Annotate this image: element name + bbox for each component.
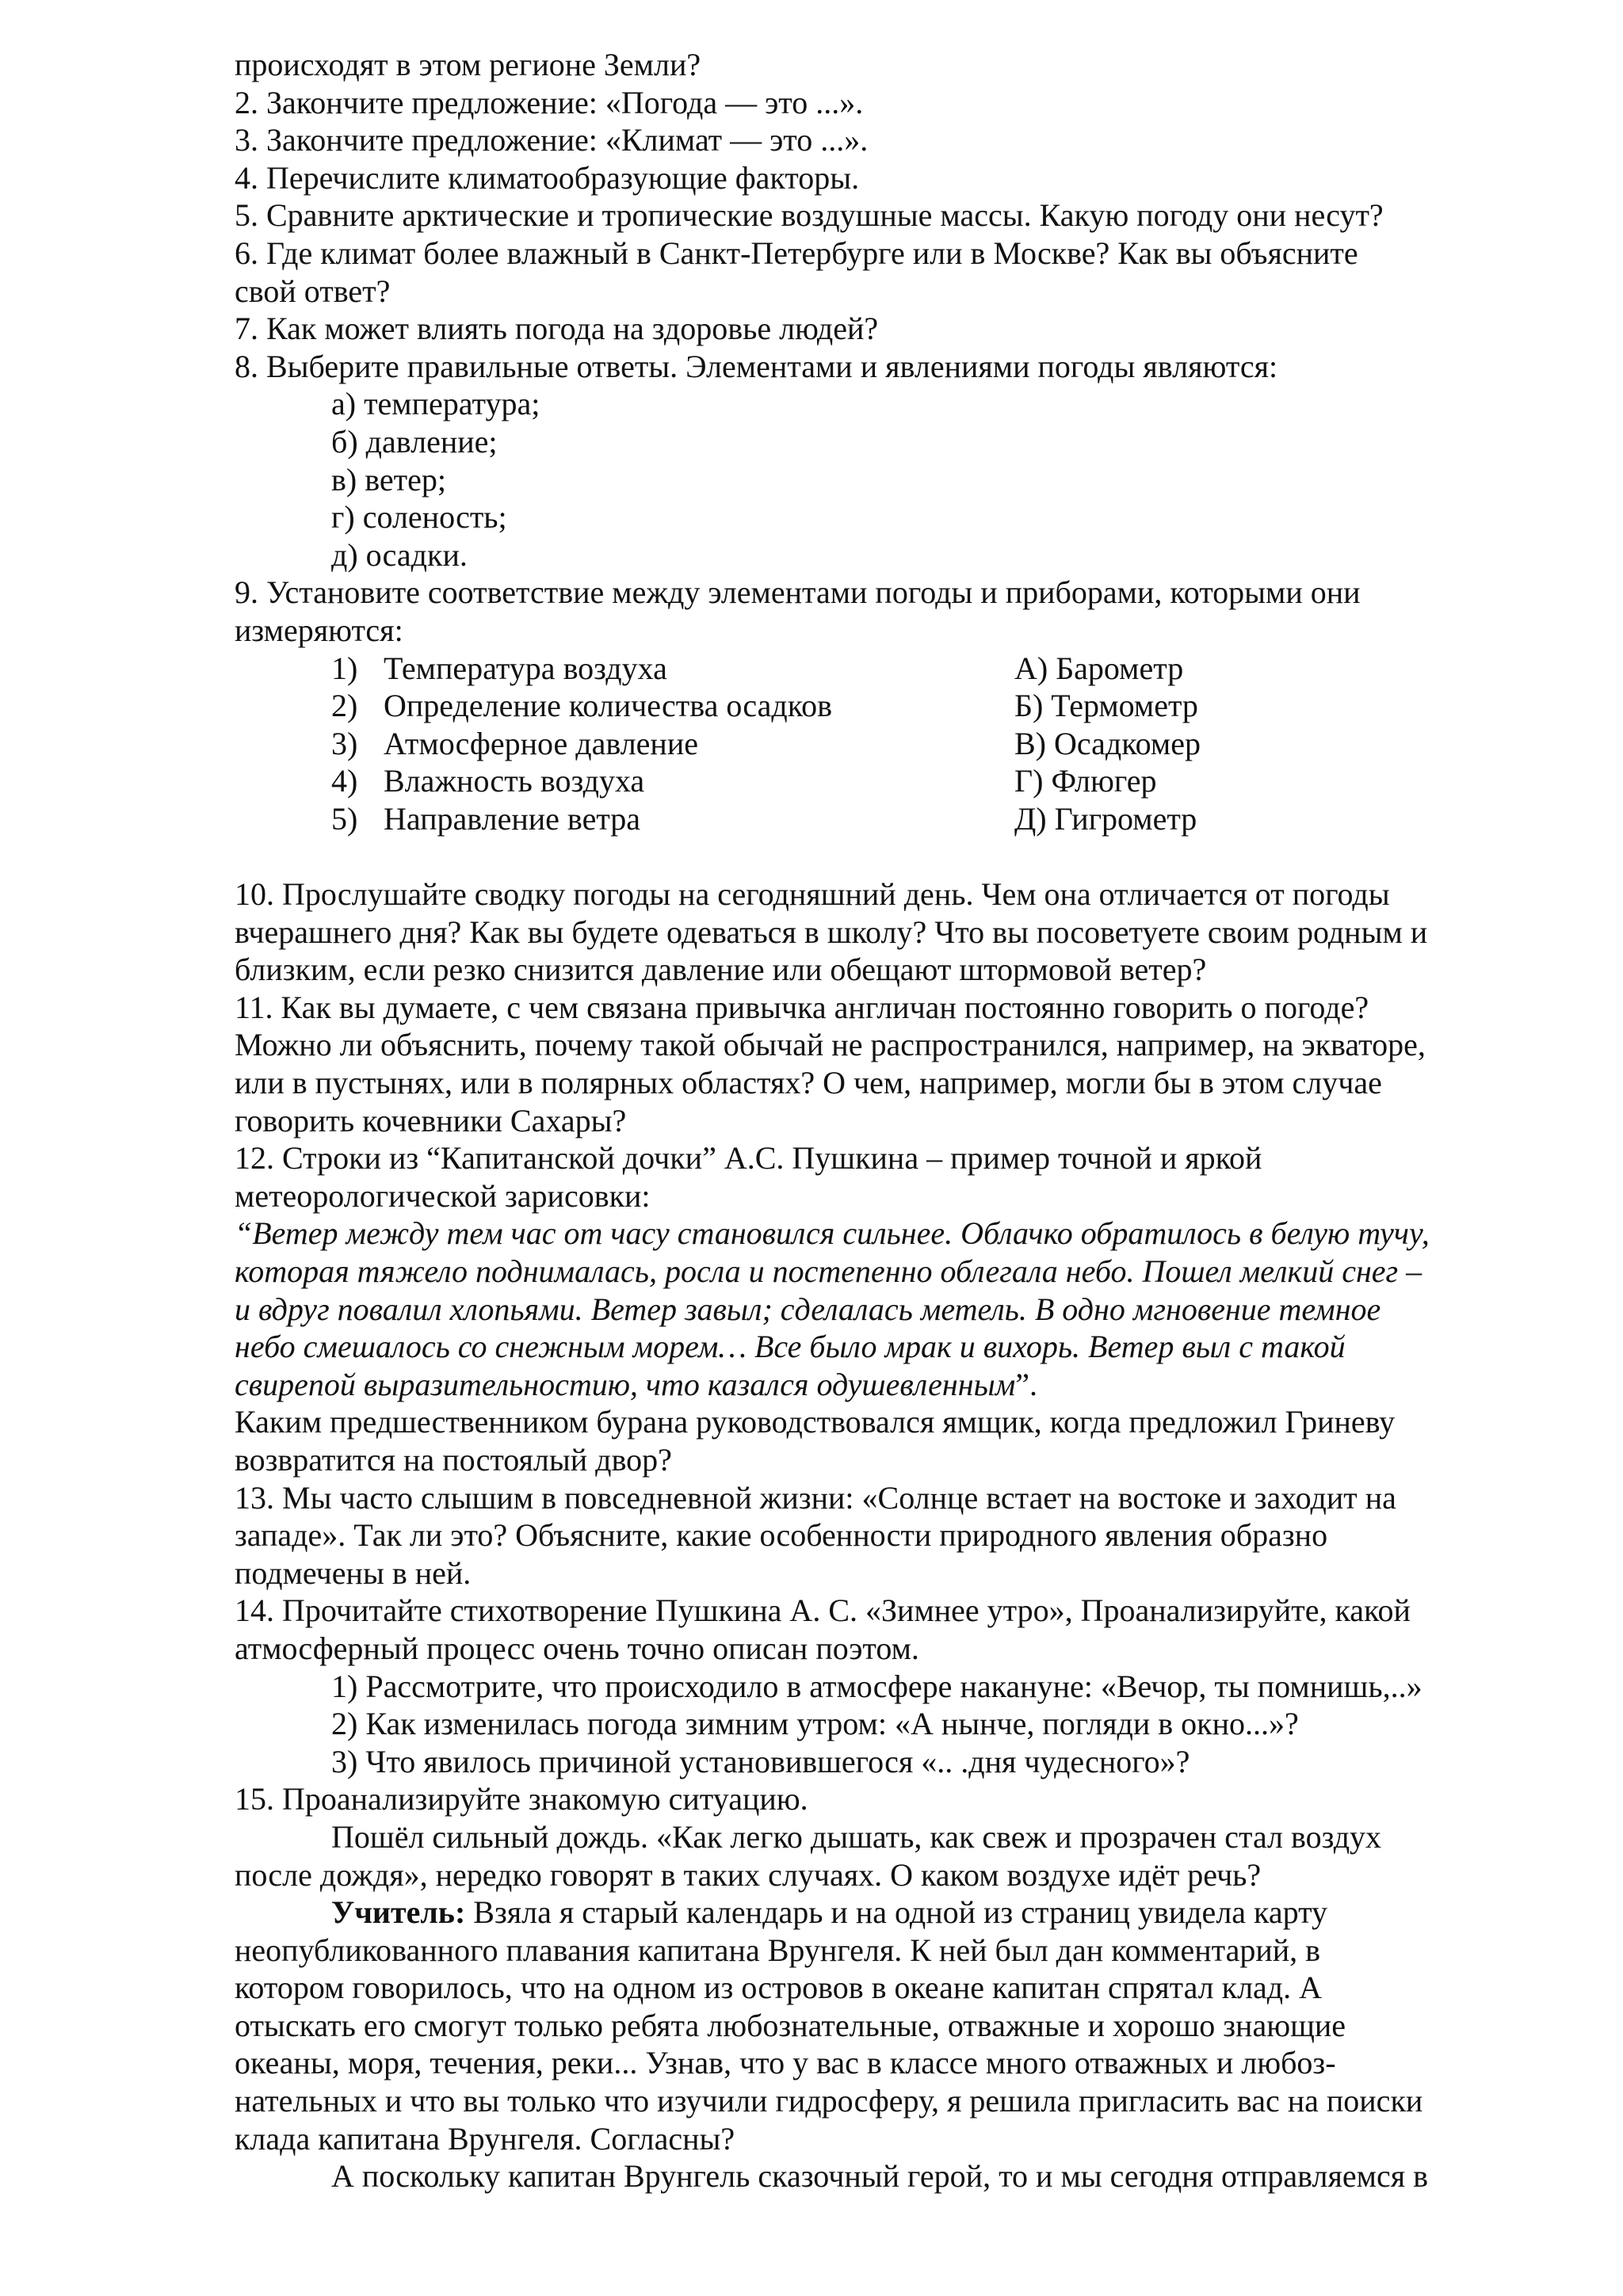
teacher-line: клада капитана Врунгеля. Согласны? xyxy=(235,2120,735,2157)
q8-option: б) давление; xyxy=(331,423,498,460)
q9-pair-number: 1) xyxy=(331,650,358,686)
text-line: 14. Прочитайте стихотворение Пушкина А. С. «Зимнее утро», Проанализируйте, какой xyxy=(235,1592,1411,1629)
teacher-first-line xyxy=(235,1894,1487,1932)
questions-12-14 xyxy=(235,1403,1487,1667)
quote-line: и вдруг повалил хлопьями. Ветер завыл; сделалась метель. В одно мгновение темное xyxy=(235,1291,1381,1327)
text-line: Каким предшественником бурана руководствовался ямщик, когда предложил Гриневу xyxy=(235,1404,1396,1440)
q9-weather-element: Определение количества осадков xyxy=(384,688,832,724)
text-line: 6. Где климат более влажный в Санкт-Петербурге или в Москве? Как вы объясните xyxy=(235,235,1358,271)
text-line: западе». Так ли это? Объясните, какие особенности природного явления образно xyxy=(235,1517,1328,1554)
teacher-first-text: Взяла я старый календарь и на одной из страниц увидела карту xyxy=(465,1894,1328,1931)
q9-pair-number: 4) xyxy=(331,763,358,799)
blank-line xyxy=(235,837,1487,875)
q8-option: в) ветер; xyxy=(331,461,446,498)
q9-weather-element: Температура воздуха xyxy=(384,650,667,686)
text-line: 11. Как вы думаете, с чем связана привычка англичан постоянно говорить о погоде? xyxy=(235,989,1369,1025)
q9-pair-row xyxy=(235,762,1487,800)
q14-subquestion: 3) Что явилось причиной установившегося «.. .дня чудесного»? xyxy=(331,1743,1190,1779)
question-9 xyxy=(235,574,1487,837)
q9-pair-row xyxy=(235,725,1487,763)
text-line: 10. Прослушайте сводку погоды на сегодняшний день. Чем она отличается от погоды xyxy=(235,876,1390,913)
q9-matching-table xyxy=(235,650,1487,838)
quote-line xyxy=(235,1366,1487,1404)
question-15: 15. Проанализируйте знакомую ситуацию. xyxy=(235,1781,808,1817)
q9-weather-element: Влажность воздуха xyxy=(384,763,645,799)
pushkin-quote xyxy=(235,1215,1487,1403)
q15-line: Пошёл сильный дождь. «Как легко дышать, как свеж и прозрачен стал воздух xyxy=(331,1818,1382,1855)
quote-line: “Ветер между тем час от часу становился сильнее. Облачко обратилось в белую тучу, xyxy=(235,1215,1430,1252)
quote-end: ”. xyxy=(1015,1366,1037,1402)
q9-pair-row xyxy=(235,650,1487,688)
q9-line-2: измеряются: xyxy=(235,612,403,648)
questions-10-12 xyxy=(235,875,1487,1215)
q9-pair-row xyxy=(235,687,1487,725)
q8-option: г) соленость; xyxy=(331,499,507,536)
text-line: 5. Сравните арктические и тропические воздушные массы. Какую погоду они несут? xyxy=(235,197,1384,234)
text-line: свой ответ? xyxy=(235,273,391,309)
q15-text xyxy=(235,1818,1487,1894)
q9-weather-element: Атмосферное давление xyxy=(384,725,698,761)
teacher-speech xyxy=(235,1894,1487,2195)
q9-weather-element: Направление ветра xyxy=(384,800,641,837)
q9-pair-row xyxy=(235,800,1487,838)
text-line: близким, если резко снизится давление или обещают штормовой ветер? xyxy=(235,952,1207,988)
quote-line: которая тяжело поднималась, росла и постепенно облегала небо. Пошел мелкий снег – xyxy=(235,1253,1423,1289)
q9-instrument: Д) Гигрометр xyxy=(1014,800,1197,837)
q9-pair-number: 3) xyxy=(331,725,358,761)
quote-line: небо смешалось со снежным морем… Все было мрак и вихорь. Ветер выл с такой xyxy=(235,1329,1346,1365)
teacher-line: океаны, моря, течения, реки... Узнав, что у вас в классе много отважных и любоз- xyxy=(235,2045,1336,2081)
q15-line: после дождя», нередко говорят в таких случаях. О каком воздухе идёт речь? xyxy=(235,1856,1262,1893)
text-line: метеорологической зарисовки: xyxy=(235,1177,651,1214)
teacher-last-line: А поскольку капитан Врунгель сказочный герой, то и мы сегодня отправляемся в xyxy=(331,2158,1428,2195)
text-line: 4. Перечислите климатообразующие факторы. xyxy=(235,159,860,196)
q14-subquestion: 1) Рассмотрите, что происходило в атмосфере накануне: «Вечор, ты помнишь,..» xyxy=(331,1668,1423,1704)
questions-1-8 xyxy=(235,46,1487,385)
text-line: возвратится на постоялый двор? xyxy=(235,1441,672,1478)
teacher-line: неопубликованного плавания капитана Врунгеля. К ней был дан комментарий, в xyxy=(235,1932,1321,1968)
q9-instrument: Б) Термометр xyxy=(1014,688,1198,724)
teacher-line: отыскать его смогут только ребята любознательные, отважные и хорошо знающие xyxy=(235,2007,1346,2043)
text-line: подмечены в ней. xyxy=(235,1554,472,1591)
quote-last-italic: свирепой выразительностию, что казался одушевленным xyxy=(235,1366,1016,1402)
q9-pair-number: 5) xyxy=(331,800,358,837)
teacher-line: нательных и что вы только что изучили гидросферу, я решила пригласить вас на поиски xyxy=(235,2083,1423,2119)
q9-instrument: Г) Флюгер xyxy=(1014,763,1157,799)
q9-pair-number: 2) xyxy=(331,688,358,724)
q14-subquestion: 2) Как изменилась погода зимним утром: «А нынче, погляди в окно...»? xyxy=(331,1706,1299,1742)
text-line: 3. Закончите предложение: «Климат — это ...». xyxy=(235,122,869,158)
q8-options xyxy=(235,385,1487,574)
text-line: 2. Закончите предложение: «Погода — это ...». xyxy=(235,84,864,120)
text-line: 12. Строки из “Капитанской дочки” А.С. Пушкина – пример точной и яркой xyxy=(235,1140,1262,1177)
q9-line-1: 9. Установите соответствие между элементами погоды и приборами, которыми они xyxy=(235,574,1361,611)
teacher-label: Учитель: xyxy=(331,1894,466,1931)
teacher-line: котором говорилось, что на одном из островов в океане капитан спрятал клад. А xyxy=(235,1970,1323,2006)
text-line: 13. Мы часто слышим в повседневной жизни: «Солнце встает на востоке и заходит на xyxy=(235,1479,1396,1516)
text-line: Можно ли объяснить, почему такой обычай не распространился, например, на экваторе, xyxy=(235,1027,1426,1063)
q8-option: а) температура; xyxy=(331,386,540,422)
q8-option: д) осадки. xyxy=(331,536,468,573)
q9-instrument: А) Барометр xyxy=(1014,650,1184,686)
text-line: атмосферный процесс очень точно описан поэтом. xyxy=(235,1630,919,1666)
q9-instrument: В) Осадкомер xyxy=(1014,725,1201,761)
text-line: происходят в этом регионе Земли? xyxy=(235,47,701,82)
text-line: 7. Как может влиять погода на здоровье людей? xyxy=(235,311,879,347)
text-line: говорить кочевники Сахары? xyxy=(235,1102,627,1138)
text-line: вчерашнего дня? Как вы будете одеваться в школу? Что вы посоветуете своим родным и xyxy=(235,913,1428,950)
text-line: 8. Выберите правильные ответы. Элементами и явлениями погоды являются: xyxy=(235,348,1278,384)
document-page xyxy=(235,46,1487,2195)
text-line: или в пустынях, или в полярных областях? О чем, например, могли бы в этом случае xyxy=(235,1065,1382,1101)
q14-subquestions xyxy=(235,1668,1487,1781)
